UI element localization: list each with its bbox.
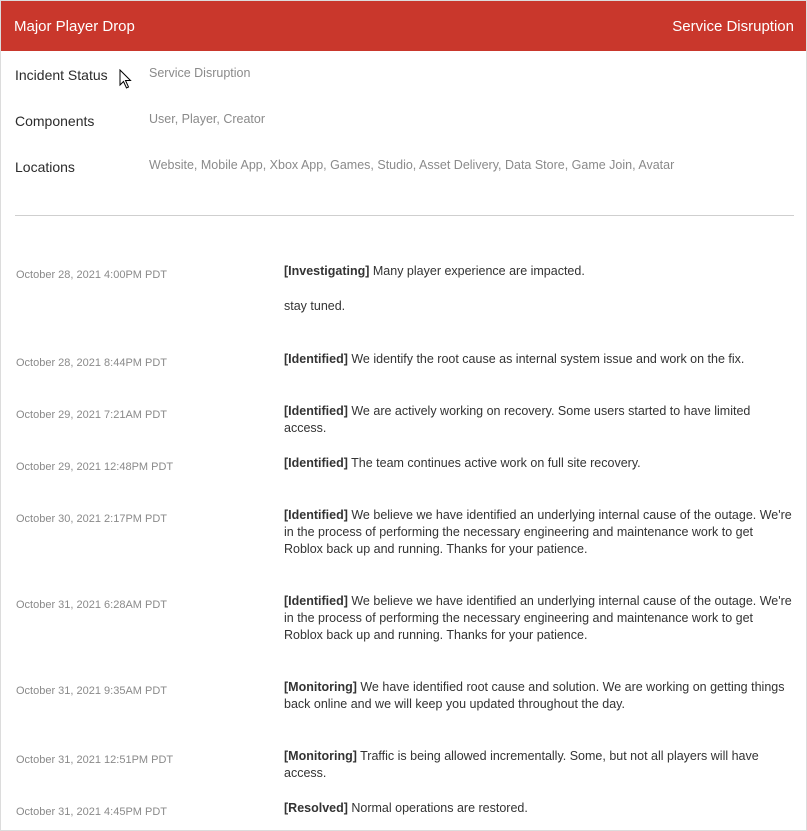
update-time: October 29, 2021 7:21AM PDT bbox=[16, 409, 168, 421]
update-item bbox=[1, 748, 806, 800]
update-text: We believe we have identified an underlying internal cause of the outage. We're in the process of performing the necessary engineering and maintenance work to get Roblox back up and running. Thanks for your patience. bbox=[284, 508, 792, 556]
incident-status-badge: Service Disruption bbox=[672, 17, 794, 35]
update-status: [Identified] bbox=[284, 508, 348, 522]
divider bbox=[15, 215, 794, 216]
update-status: [Identified] bbox=[284, 594, 348, 608]
update-text: We believe we have identified an underlying internal cause of the outage. We're in the process of performing the necessary engineering and maintenance work to get Roblox back up and running. Thanks for your patience. bbox=[284, 594, 792, 642]
update-status: [Resolved] bbox=[284, 801, 348, 815]
update-body bbox=[284, 507, 794, 593]
update-item bbox=[1, 455, 806, 507]
update-status: [Investigating] bbox=[284, 264, 370, 278]
update-body bbox=[284, 593, 794, 679]
update-status: [Identified] bbox=[284, 352, 348, 366]
update-text: We are actively working on recovery. Some users started to have limited access. bbox=[284, 404, 751, 435]
update-text: The team continues active work on full site recovery. bbox=[347, 456, 641, 470]
update-item bbox=[1, 507, 806, 593]
update-body bbox=[284, 679, 794, 748]
update-time: October 30, 2021 2:17PM PDT bbox=[16, 513, 168, 525]
update-status: [Identified] bbox=[284, 404, 348, 418]
update-time: October 31, 2021 12:51PM PDT bbox=[16, 754, 174, 766]
update-text: Normal operations are restored. bbox=[347, 801, 528, 815]
update-text-extra: stay tuned. bbox=[284, 299, 346, 313]
update-status: [Identified] bbox=[284, 456, 348, 470]
update-timeline bbox=[1, 263, 806, 831]
components-value: User, Player, Creator bbox=[149, 112, 266, 126]
locations-value: Website, Mobile App, Xbox App, Games, Studio, Asset Delivery, Data Store, Game Join, Avatar bbox=[149, 158, 675, 172]
update-body bbox=[284, 263, 794, 351]
update-item bbox=[1, 403, 806, 455]
update-time: October 28, 2021 8:44PM PDT bbox=[16, 357, 168, 369]
update-body bbox=[284, 748, 794, 800]
update-text: Traffic is being allowed incrementally. Some, but not all players will have access. bbox=[284, 749, 759, 780]
update-item bbox=[1, 263, 806, 351]
update-time: October 31, 2021 9:35AM PDT bbox=[16, 685, 168, 697]
update-item bbox=[1, 593, 806, 679]
update-time: October 28, 2021 4:00PM PDT bbox=[16, 269, 168, 281]
locations-label: Locations bbox=[15, 159, 75, 175]
update-item bbox=[1, 800, 806, 831]
components-label: Components bbox=[15, 113, 95, 129]
mouse-cursor-icon bbox=[119, 69, 133, 89]
incident-header bbox=[1, 1, 806, 51]
update-status: [Monitoring] bbox=[284, 749, 357, 763]
update-body bbox=[284, 800, 794, 831]
update-body bbox=[284, 455, 794, 507]
meta-row-locations bbox=[14, 143, 793, 189]
update-text: Many player experience are impacted. bbox=[369, 264, 585, 278]
update-time: October 29, 2021 12:48PM PDT bbox=[16, 461, 174, 473]
update-time: October 31, 2021 4:45PM PDT bbox=[16, 806, 168, 818]
meta-row-components bbox=[14, 97, 793, 143]
incident-status-label: Incident Status bbox=[15, 67, 108, 83]
update-body bbox=[284, 403, 794, 455]
update-text: We identify the root cause as internal system issue and work on the fix. bbox=[347, 352, 745, 366]
update-time: October 31, 2021 6:28AM PDT bbox=[16, 599, 168, 611]
incident-status-value: Service Disruption bbox=[149, 66, 251, 80]
update-body bbox=[284, 351, 794, 403]
update-item bbox=[1, 679, 806, 748]
update-item bbox=[1, 351, 806, 403]
incident-title: Major Player Drop bbox=[14, 17, 135, 35]
update-status: [Monitoring] bbox=[284, 680, 357, 694]
update-text: We have identified root cause and solution. We are working on getting things back online and we will keep you updated throughout the day. bbox=[284, 680, 785, 711]
